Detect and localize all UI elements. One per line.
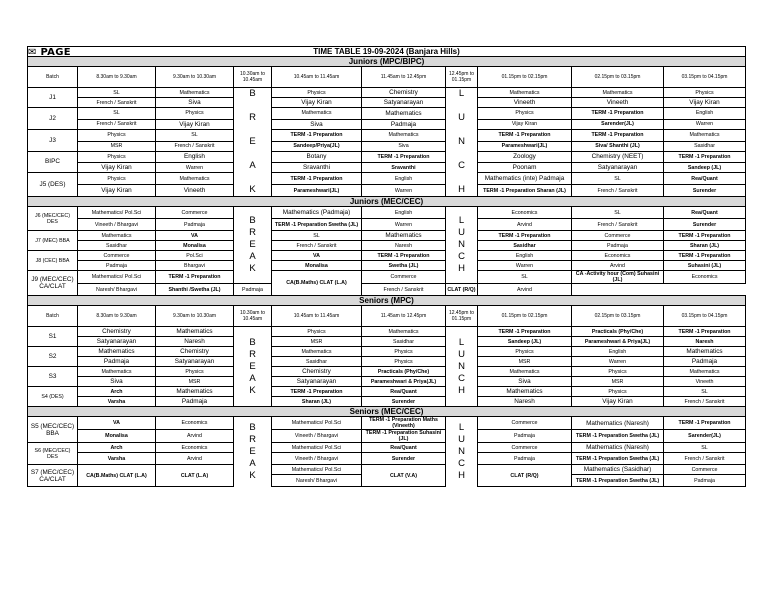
batch-label: J7 (MEC) BBA: [28, 231, 78, 251]
cell: Physics: [78, 151, 156, 163]
cell: Mathematics: [362, 327, 446, 337]
cell: Arch: [78, 387, 156, 397]
cell: Commerce: [478, 443, 572, 453]
cell: Vijay Kiran: [78, 185, 156, 197]
cell: French / Sanskrit: [78, 98, 156, 108]
cell: Mathematics: [362, 129, 446, 141]
cell: Mathematics/ Pol.Sci: [272, 417, 362, 430]
batch-label: S1: [28, 327, 78, 347]
cell: CLAT (R/Q): [478, 465, 572, 487]
col-header: 12.45pm to 01.15pm: [446, 306, 478, 327]
cell: Chemistry: [156, 347, 234, 357]
cell: Sasidhar: [78, 241, 156, 251]
cell: Satyanarayan: [78, 337, 156, 347]
cell: MSR: [478, 357, 572, 367]
cell: Vineeth: [156, 185, 234, 197]
lunch-column: L U N C H: [446, 327, 478, 407]
cell: TERM -1 Preparation: [272, 173, 362, 185]
cell: Commerce: [664, 465, 746, 475]
cell: TERM -1 Preparation: [664, 327, 746, 337]
cell: Mathematics: [78, 231, 156, 241]
cell: Surender: [664, 219, 746, 231]
cell: Commerce: [156, 207, 234, 219]
cell: Parameshwari(JL): [478, 141, 572, 151]
cell: Pol.Sci: [156, 251, 234, 261]
cell: Commerce: [478, 417, 572, 430]
batch-label: J9 (MEC/CEC) CA/CLAT: [28, 271, 78, 296]
cell: French / Sanskrit: [78, 119, 156, 129]
cell: Mathematics: [78, 367, 156, 377]
cell: Vijay Kiran: [272, 98, 362, 108]
section-title: Juniors (MEC/CEC): [28, 197, 746, 207]
col-header: 01.15pm to 02.15pm: [478, 67, 572, 88]
cell: French / Sanskrit: [664, 397, 746, 407]
cell: Padmaja: [78, 261, 156, 271]
batch-label: S2: [28, 347, 78, 367]
cell: MSR: [572, 377, 664, 387]
col-header: 02.15pm to 03.15pm: [572, 67, 664, 88]
col-header: 03.15pm to 04.15pm: [664, 306, 746, 327]
cell: Sandeep (JL): [478, 337, 572, 347]
col-header: 9.30am to 10.30am: [156, 306, 234, 327]
break-column: B R E A K: [234, 88, 272, 197]
cell: Padmaja: [664, 475, 746, 487]
cell: English: [478, 251, 572, 261]
cell: Surender: [664, 185, 746, 197]
cell: MSR: [272, 337, 362, 347]
cell: Parameshwari & Priya(JL): [362, 377, 446, 387]
cell: Mathematics/ Pol.Sci: [78, 271, 156, 284]
cell: Sharan (JL): [664, 241, 746, 251]
cell: TERM -1 Preparation: [664, 231, 746, 241]
cell: Vijay Kiran: [572, 397, 664, 407]
cell: Physics: [78, 129, 156, 141]
cell: Arvind: [156, 453, 234, 465]
cell: TERM -1 Preparation: [478, 231, 572, 241]
cell: Mathematics: [156, 173, 234, 185]
cell: Vijay Kiran: [156, 119, 234, 129]
cell: Commerce: [362, 271, 446, 284]
cell: Satyanarayan: [156, 357, 234, 367]
batch-label: J3: [28, 129, 78, 151]
cell: Chemistry: [78, 327, 156, 337]
lunch-column: L U N C H: [446, 417, 478, 487]
batch-label: S6 (MEC/CEC) DES: [28, 443, 78, 465]
cell: Siva: [272, 119, 362, 129]
col-header: Batch: [28, 67, 78, 88]
cell: VA: [156, 231, 234, 241]
cell: Surender: [362, 453, 446, 465]
cell: MSR: [78, 141, 156, 151]
cell: TERM -1 Preparation: [664, 251, 746, 261]
cell: Mathematics (Naresh): [572, 443, 664, 453]
cell: Physics: [664, 88, 746, 98]
cell: Mathematics: [362, 231, 446, 241]
cell: Mathematics: [272, 108, 362, 120]
cell: Padmaja: [156, 397, 234, 407]
cell: Sharan (JL): [272, 397, 362, 407]
cell: Warren: [664, 119, 746, 129]
cell: Varsha: [78, 453, 156, 465]
cell: Vineeth: [572, 98, 664, 108]
cell: Economics: [156, 443, 234, 453]
cell: Mathematics: [478, 88, 572, 98]
cell: Physics: [362, 347, 446, 357]
cell: Mathematics (inte) Padmaja: [478, 173, 572, 185]
cell: SL: [156, 129, 234, 141]
col-header: 8.30am to 9.30am: [78, 306, 156, 327]
cell: Warren: [478, 261, 572, 271]
cell: CA(B.Maths) CLAT (L.A): [272, 271, 362, 296]
cell: TERM -1 Preparation: [362, 151, 446, 163]
cell: TERM -1 Preparation: [478, 129, 572, 141]
cell: Mathematics (Sasidhar): [572, 465, 664, 475]
cell: Satyanarayan: [572, 163, 664, 173]
cell: TERM -1 Preparation Swetha (JL): [572, 430, 664, 443]
cell: Naresh: [362, 241, 446, 251]
cell: SL: [572, 173, 664, 185]
cell: Mathematics/ Pol.Sci: [272, 465, 362, 475]
cell: Rea/Quant: [362, 387, 446, 397]
cell: TERM -1 Preparation: [572, 129, 664, 141]
cell: Rea/Quant: [362, 443, 446, 453]
cell: TERM -1 Preparation: [572, 108, 664, 120]
cell: Mathematics: [156, 327, 234, 337]
cell: Chemistry: [362, 88, 446, 98]
cell: Chemistry (NEET): [572, 151, 664, 163]
cell: TERM -1 Preparation Maths (Vineeth): [362, 417, 446, 430]
cell: Sarender(JL): [572, 119, 664, 129]
lunch-column: L U N C H: [446, 88, 478, 197]
cell: TERM -1 Preparation: [478, 327, 572, 337]
section-title: Seniors (MEC/CEC): [28, 407, 746, 417]
cell: Mathematics/ Pol.Sci: [78, 207, 156, 219]
cell: Physics: [156, 367, 234, 377]
batch-label: J2: [28, 108, 78, 130]
cell: Physics: [362, 357, 446, 367]
cell: Vijay Kiran: [664, 98, 746, 108]
cell: MSR: [156, 377, 234, 387]
cell: Vijay Kiran: [478, 119, 572, 129]
cell: Mathematics: [478, 367, 572, 377]
cell: Vineeth: [664, 377, 746, 387]
cell: Mathematics: [272, 347, 362, 357]
cell: Physics: [272, 327, 362, 337]
cell: Economics: [664, 271, 746, 284]
cell: TERM -1 Preparation: [664, 151, 746, 163]
cell: Arvind: [478, 219, 572, 231]
break-column: B R E A K: [234, 327, 272, 407]
cell: TERM -1 Preparation: [272, 129, 362, 141]
batch-label: J6 (MEC/CEC) DES: [28, 207, 78, 231]
cell: Monalisa: [78, 430, 156, 443]
cell: Naresh/ Bhargavi: [272, 475, 362, 487]
cell: Commerce: [572, 231, 664, 241]
cell: Physics: [78, 173, 156, 185]
cell: VA: [78, 417, 156, 430]
cell: Mathematics: [664, 367, 746, 377]
cell: Sasidhar: [664, 141, 746, 151]
cell: Padmaja: [156, 219, 234, 231]
cell: CA -Activity hour (Com) Suhasini (JL): [572, 271, 664, 284]
cell: Poonam: [478, 163, 572, 173]
cell: Physics: [572, 387, 664, 397]
cell: Warren: [572, 357, 664, 367]
page-logo: ✉ PAGE: [28, 47, 71, 58]
cell: Mathematics: [78, 347, 156, 357]
cell: French / Sanskrit: [362, 284, 446, 296]
cell: Sravanthi: [272, 163, 362, 173]
cell: Padmaja: [664, 357, 746, 367]
cell: Physics: [478, 347, 572, 357]
cell: Physics: [156, 108, 234, 120]
cell: Parameshwari & Priya(JL): [572, 337, 664, 347]
cell: Rea/Quant: [664, 173, 746, 185]
cell: English: [572, 347, 664, 357]
cell: Padmaja: [478, 453, 572, 465]
col-header: 10.45am to 11.45am: [272, 306, 362, 327]
col-header: 11.45am to 12.45pm: [362, 306, 446, 327]
cell: Physics: [272, 88, 362, 98]
cell: TERM -1 Preparation Swetha (JL): [572, 475, 664, 487]
cell: Padmaja: [478, 430, 572, 443]
section-title: Juniors (MPC/BIPC): [28, 57, 746, 67]
cell: SL: [664, 387, 746, 397]
cell: Mathematics: [362, 108, 446, 120]
cell: English: [664, 108, 746, 120]
batch-label: S3: [28, 367, 78, 387]
cell: TERM -1 Preparation: [664, 417, 746, 430]
cell: Bhargavi: [156, 261, 234, 271]
col-header: 03.15pm to 04.15pm: [664, 67, 746, 88]
cell: English: [362, 207, 446, 219]
cell: English: [362, 173, 446, 185]
cell: Sandeep/Priya(JL): [272, 141, 362, 151]
cell: Monalisa: [156, 241, 234, 251]
cell: Swetha (JL): [362, 261, 446, 271]
cell: Varsha: [78, 397, 156, 407]
cell: Economics: [572, 251, 664, 261]
cell: Economics: [478, 207, 572, 219]
col-header: 10.30am to 10.45am: [234, 306, 272, 327]
cell: Mathematics: [156, 387, 234, 397]
cell: SL: [664, 443, 746, 453]
break-column: B R E A K: [234, 207, 272, 284]
cell: Rea/Quant: [664, 207, 746, 219]
cell: Sarender(JL): [664, 430, 746, 443]
cell: Naresh/ Bhargavi: [78, 284, 156, 296]
cell: Mathematics: [664, 347, 746, 357]
cell: Sasidhar: [478, 241, 572, 251]
cell: Physics: [478, 108, 572, 120]
cell: Mathematics: [572, 88, 664, 98]
batch-label: S5 (MEC/CEC) BBA: [28, 417, 78, 443]
cell: Naresh: [478, 397, 572, 407]
cell: Shanthi /Swetha (JL): [156, 284, 234, 296]
cell: Mathematics/ Pol.Sci: [272, 443, 362, 453]
batch-label: S7 (MEC/CEC) CA/CLAT: [28, 465, 78, 487]
cell: TERM -1 Preparation: [272, 387, 362, 397]
cell: Mathematics (Naresh): [572, 417, 664, 430]
col-header: 11.45am to 12.45pm: [362, 67, 446, 88]
cell: Padmaja: [572, 241, 664, 251]
cell: Suhasini (JL): [664, 261, 746, 271]
cell: Naresh: [664, 337, 746, 347]
timetable: [27, 46, 745, 487]
timetable-grid: [27, 46, 746, 487]
cell: Satyanarayan: [272, 377, 362, 387]
cell: TERM -1 Preparation Sharan (JL): [478, 185, 572, 197]
batch-label: J5 (DES): [28, 173, 78, 197]
cell: Siva/ Shanthi (JL): [572, 141, 664, 151]
cell: French / Sanskrit: [664, 453, 746, 465]
break-column: B R E A K: [234, 417, 272, 487]
cell: Padmaja: [78, 357, 156, 367]
cell: Siva: [478, 377, 572, 387]
cell: TERM -1 Preparation Swetha (JL): [572, 453, 664, 465]
cell: Practicals (Phy/Che): [362, 367, 446, 377]
cell: Warren: [156, 163, 234, 173]
cell: Vineeth / Bhargavi: [272, 430, 362, 443]
lunch-column: L U N C H: [446, 207, 478, 284]
batch-label: J8 (CEC) BBA: [28, 251, 78, 271]
cell: Zoology: [478, 151, 572, 163]
cell: TERM -1 Preparation: [156, 271, 234, 284]
batch-label: J1: [28, 88, 78, 108]
cell: Practicals (Phy/Che): [572, 327, 664, 337]
col-header: 12.45pm to 01.15pm: [446, 67, 478, 88]
section-title: Seniors (MPC): [28, 296, 746, 306]
cell: Commerce: [78, 251, 156, 261]
cell: Sravanthi: [362, 163, 446, 173]
cell: CLAT (V.A): [362, 465, 446, 487]
cell: Mathematics: [478, 387, 572, 397]
cell: Sandeep (JL): [664, 163, 746, 173]
cell: Arvind: [478, 284, 572, 296]
cell: Warren: [362, 219, 446, 231]
cell: Sasidhar: [362, 337, 446, 347]
cell: TERM -1 Preparation Suhasini (JL): [362, 430, 446, 443]
batch-label: BIPC: [28, 151, 78, 173]
cell: Mathematics: [664, 129, 746, 141]
cell: Warren: [362, 185, 446, 197]
cell: Chemistry: [272, 367, 362, 377]
cell: Satyanarayan: [362, 98, 446, 108]
cell: Parameshwari(JL): [272, 185, 362, 197]
cell: Siva: [362, 141, 446, 151]
batch-label: S4 (DES): [28, 387, 78, 407]
cell: Padmaja: [234, 284, 272, 296]
cell: CLAT (L.A): [156, 465, 234, 487]
col-header: 8.30am to 9.30am: [78, 67, 156, 88]
cell: Padmaja: [362, 119, 446, 129]
cell: Arvind: [156, 430, 234, 443]
cell: SL: [78, 88, 156, 98]
cell: Arch: [78, 443, 156, 453]
cell: SL: [272, 231, 362, 241]
cell: Botany: [272, 151, 362, 163]
cell: SL: [478, 271, 572, 284]
cell: TERM -1 Preparation: [362, 251, 446, 261]
cell: SL: [78, 108, 156, 120]
cell: Monalisa: [272, 261, 362, 271]
col-header: 01.15pm to 02.15pm: [478, 306, 572, 327]
cell: Vineeth / Bhargavi: [78, 219, 156, 231]
cell: French / Sanskrit: [572, 185, 664, 197]
cell: French / Sanskrit: [272, 241, 362, 251]
cell: French / Sanskrit: [572, 219, 664, 231]
cell: French / Sanskrit: [156, 141, 234, 151]
col-header: 9.30am to 10.30am: [156, 67, 234, 88]
cell: Surender: [362, 397, 446, 407]
cell: Physics: [572, 367, 664, 377]
cell: Economics: [156, 417, 234, 430]
cell: Arvind: [572, 261, 664, 271]
col-header: 10.30am to 10.45am: [234, 67, 272, 88]
cell: Sasidhar: [272, 357, 362, 367]
cell: Naresh: [156, 337, 234, 347]
page-title: TIME TABLE 19-09-2024 (Banjara Hills): [28, 47, 746, 57]
cell: VA: [272, 251, 362, 261]
cell: CLAT (R/Q): [446, 284, 478, 296]
cell: CA(B.Maths) CLAT (L.A): [78, 465, 156, 487]
col-header: Batch: [28, 306, 78, 327]
cell: Vineeth / Bhargavi: [272, 453, 362, 465]
cell: Siva: [156, 98, 234, 108]
cell: English: [156, 151, 234, 163]
col-header: 02.15pm to 03.15pm: [572, 306, 664, 327]
cell: Vineeth: [478, 98, 572, 108]
col-header: 10.45am to 11.45am: [272, 67, 362, 88]
cell: SL: [572, 207, 664, 219]
cell: Mathematics (Padmaja): [272, 207, 362, 219]
cell: Siva: [78, 377, 156, 387]
cell: Vijay Kiran: [78, 163, 156, 173]
cell: TERM -1 Preparation Swetha (JL): [272, 219, 362, 231]
cell: Mathematics: [156, 88, 234, 98]
